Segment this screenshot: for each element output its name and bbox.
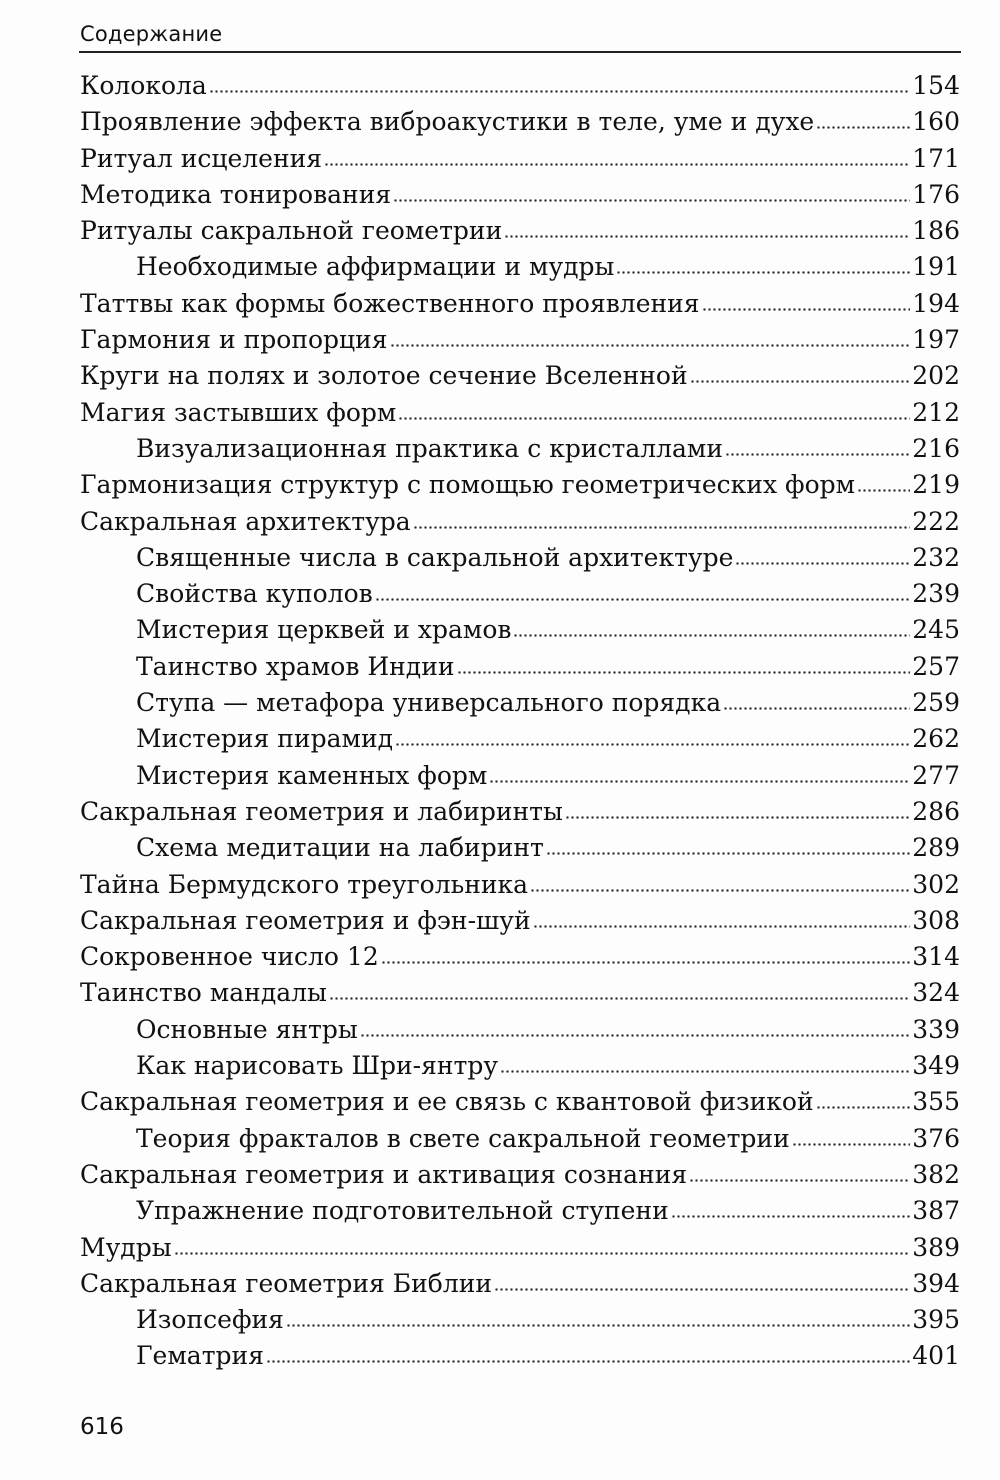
toc-entry-page: 349 [912,1051,960,1081]
toc-subentry [80,1193,960,1229]
toc-entry-title: Священные числа в сакральной архитектуре [136,542,734,572]
toc-entry-page: 232 [912,542,960,572]
dot-leader [690,380,911,383]
dot-leader [174,1252,911,1255]
toc-entry [80,177,960,213]
dot-leader [616,271,910,274]
dot-leader [360,1034,911,1037]
toc-entry [80,467,960,503]
toc-entry-page: 308 [912,905,960,935]
toc-entry-page: 277 [912,760,960,790]
dot-leader [329,997,910,1000]
toc-entry-title: Таттвы как формы божественного проявления [80,288,700,318]
toc-entry-page: 219 [912,470,960,500]
dot-leader [533,925,911,928]
toc-entry [80,1266,960,1302]
toc-entry-title: Ритуалы сакральной геометрии [80,216,503,246]
dot-leader [393,199,910,202]
dot-leader [816,126,910,129]
toc-subentry [80,576,960,612]
toc-entry-page: 339 [912,1014,960,1044]
toc-entry-page: 197 [912,325,960,355]
dot-leader [286,1324,910,1327]
dot-leader [671,1215,910,1218]
toc-entry [80,104,960,140]
dot-leader [209,90,910,93]
toc-entry-title: Методика тонирования [80,179,392,209]
toc-entry-page: 176 [912,179,960,209]
toc-entry-title: Сакральная геометрия и лабиринты [80,796,563,826]
toc-entry [80,286,960,322]
toc-entry-page: 314 [912,942,960,972]
toc-subentry [80,431,960,467]
toc-entry-title: Гармония и пропорция [80,325,388,355]
toc-entry [80,395,960,431]
dot-leader [565,816,910,819]
toc-entry-title: Гармонизация структур с помощью геометрических форм [80,470,856,500]
toc-entry [80,1157,960,1193]
toc-entry-page: 324 [912,978,960,1008]
toc-entry-title: Таинство храмов Индии [136,651,455,681]
toc-entry-title: Таинство мандалы [80,978,327,1008]
toc-entry-title: Магия застывших форм [80,397,397,427]
toc-subentry [80,1012,960,1048]
toc-entry-page: 387 [912,1196,960,1226]
toc-entry-page: 191 [912,252,960,282]
dot-leader [792,1143,911,1146]
toc-entry [80,939,960,975]
toc-entry [80,1084,960,1120]
toc-entry [80,213,960,249]
dot-leader [489,780,910,783]
toc-entry-page: 154 [912,71,960,100]
toc-entry-title: Изопсефия [136,1305,284,1335]
toc-entry-title: Основные янтры [136,1014,358,1044]
toc-entry-page: 239 [912,579,960,609]
toc-entry-page: 286 [912,796,960,826]
dot-leader [413,526,911,529]
toc-subentry [80,685,960,721]
dot-leader [513,634,910,637]
toc-entry-title: Мудры [80,1232,172,1262]
toc-entry-page: 355 [912,1087,960,1117]
toc-entry-title: Мистерия каменных форм [136,760,488,790]
page-number: 616 [80,1414,124,1440]
toc-entry-title: Ритуал исцеления [80,143,323,173]
toc-entry-title: Ступа — метафора универсального порядка [136,688,722,718]
dot-leader [390,344,911,347]
toc-entry-page: 171 [912,143,960,173]
toc-entry-page: 257 [912,651,960,681]
dot-leader [381,961,911,964]
dot-leader [723,707,910,710]
toc-subentry [80,758,960,794]
toc-entry-page: 401 [912,1341,960,1371]
toc-subentry [80,1338,960,1374]
toc-entry-page: 376 [912,1123,960,1153]
toc-entry-title: Упражнение подготовительной ступени [136,1196,669,1226]
dot-leader [398,417,910,420]
dot-leader [546,852,910,855]
toc-entry-page: 222 [912,506,960,536]
toc-entry [80,358,960,394]
toc-entry-title: Как нарисовать Шри-янтру [136,1051,499,1081]
toc-entry-page: 212 [912,397,960,427]
dot-leader [494,1288,910,1291]
toc-entry-page: 395 [912,1305,960,1335]
dot-leader [504,235,910,238]
toc-subentry [80,1121,960,1157]
toc-subentry [80,612,960,648]
toc-subentry [80,249,960,285]
toc-entry-title: Мистерия пирамид [136,724,394,754]
toc-entry [80,867,960,903]
toc-entry-title: Теория фракталов в свете сакральной геометрии [136,1123,790,1153]
toc-entry-title: Мистерия церквей и храмов [136,615,512,645]
toc-entry [80,141,960,177]
toc-entry-page: 394 [912,1268,960,1298]
toc-entry-page: 389 [912,1232,960,1262]
toc-entry-page: 160 [912,107,960,137]
toc-entry-page: 289 [912,833,960,863]
toc-entry-page: 202 [912,361,960,391]
dot-leader [395,743,910,746]
toc-entry-page: 302 [912,869,960,899]
dot-leader [530,889,910,892]
toc-entry-title: Визуализационная практика с кристаллами [136,433,724,463]
toc-entry-page: 262 [912,724,960,754]
toc-entry [80,1230,960,1266]
toc-entry-title: Сакральная геометрия Библии [80,1268,493,1298]
toc-entry-title: Гематрия [136,1341,264,1371]
header-rule [79,51,961,53]
toc-entry-title: Проявление эффекта виброакустики в теле, уме и духе [80,107,815,137]
toc-subentry [80,540,960,576]
toc-entry-title: Колокола [80,71,207,100]
toc-entry-title: Схема медитации на лабиринт [136,833,544,863]
toc-entry [80,975,960,1011]
dot-leader [689,1179,910,1182]
dot-leader [725,453,910,456]
toc-entry-page: 382 [912,1159,960,1189]
dot-leader [500,1070,910,1073]
toc-entry-page: 186 [912,216,960,246]
toc-entry-page: 245 [912,615,960,645]
toc-subentry [80,649,960,685]
dot-leader [735,562,910,565]
toc-entry-page: 216 [912,433,960,463]
toc-entry-page: 259 [912,688,960,718]
toc-entry-title: Тайна Бермудского треугольника [80,869,529,899]
dot-leader [457,671,911,674]
toc-entry-title: Свойства куполов [136,579,373,609]
dot-leader [266,1360,910,1363]
dot-leader [375,598,911,601]
dot-leader [816,1106,911,1109]
toc-entry-title: Сокровенное число 12 [80,942,379,972]
toc-subentry [80,1048,960,1084]
toc-subentry [80,1302,960,1338]
toc-entry-title: Сакральная геометрия и активация сознания [80,1159,688,1189]
toc-subentry [80,721,960,757]
toc-entry [80,504,960,540]
toc-entry [80,794,960,830]
dot-leader [324,163,910,166]
table-of-contents [80,68,960,1375]
toc-entry [80,903,960,939]
toc-entry-title: Сакральная архитектура [80,506,411,536]
toc-entry-title: Круги на полях и золотое сечение Вселенной [80,361,688,391]
toc-entry [80,322,960,358]
toc-entry [80,68,960,104]
dot-leader [857,489,910,492]
toc-entry-title: Сакральная геометрия и ее связь с квантовой физикой [80,1087,814,1117]
dot-leader [702,308,911,311]
toc-entry-page: 194 [912,288,960,318]
toc-subentry [80,830,960,866]
toc-entry-title: Сакральная геометрия и фэн-шуй [80,905,531,935]
toc-entry-title: Необходимые аффирмации и мудры [136,252,615,282]
running-header: Содержание [80,22,223,46]
